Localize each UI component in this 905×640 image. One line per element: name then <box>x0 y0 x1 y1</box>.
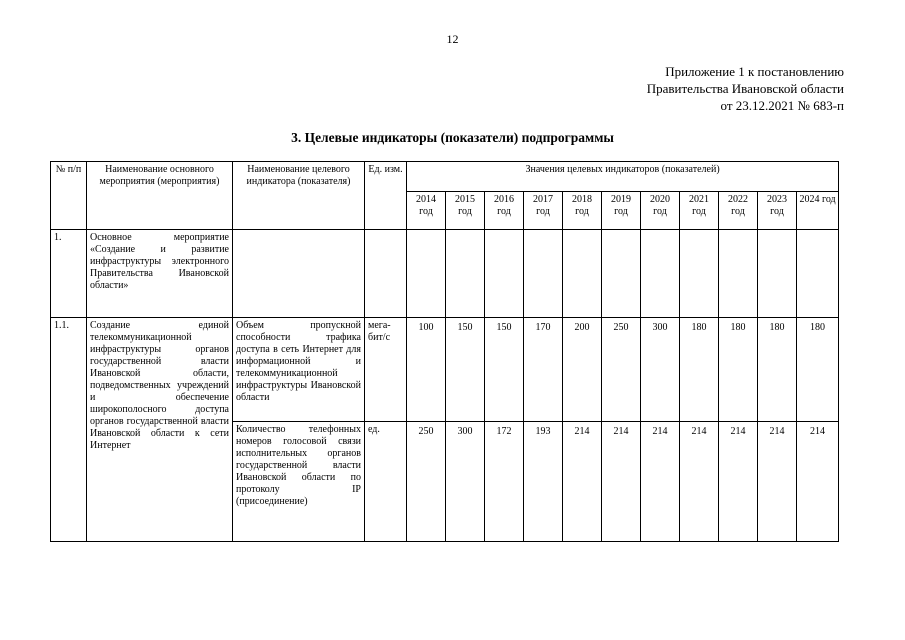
header-year: 2017 год <box>524 192 563 230</box>
activity-cell: Основное мероприятие «Создание и развитие инфраструктуры электронного Правительства Ивановской области» <box>87 230 233 318</box>
header-year: 2021 год <box>680 192 719 230</box>
value-cell: 193 <box>524 422 563 542</box>
value-cell: 150 <box>485 318 524 422</box>
value-cell: 214 <box>719 422 758 542</box>
table-row <box>51 230 839 318</box>
value-cell: 200 <box>563 318 602 422</box>
value-cell: 214 <box>758 422 797 542</box>
value-cell: 214 <box>797 422 839 542</box>
header-year: 2022 год <box>719 192 758 230</box>
value-cell: 300 <box>641 318 680 422</box>
row-num: 1.1. <box>51 318 87 542</box>
row-num: 1. <box>51 230 87 318</box>
header-year: 2023 год <box>758 192 797 230</box>
value-cell: 214 <box>563 422 602 542</box>
table-header-row <box>51 162 839 192</box>
header-num: № п/п <box>51 162 87 230</box>
section-title: 3. Целевые индикаторы (показатели) подпрограммы <box>291 130 614 145</box>
indicator-name: Количество телефонных номеров голосовой связи исполнительных органов государственной власти Ивановской области по протоколу IP (присоединение) <box>233 422 365 542</box>
indicator-unit: ед. <box>365 422 407 542</box>
value-cell: 214 <box>680 422 719 542</box>
indicator-name: Объем пропускной способности трафика доступа в сеть Интернет для информационной и телекоммуникационной инфраструктуры Ивановской области <box>233 318 365 422</box>
value-cell: 150 <box>446 318 485 422</box>
header-indicator: Наименование целевого индикатора (показателя) <box>233 162 365 230</box>
indicators-table <box>50 161 839 542</box>
header-year: 2015 год <box>446 192 485 230</box>
header-year: 2020 год <box>641 192 680 230</box>
value-cell: 214 <box>602 422 641 542</box>
table-row <box>51 318 839 422</box>
page-number: 12 <box>446 32 459 46</box>
header-year: 2016 год <box>485 192 524 230</box>
value-cell: 180 <box>797 318 839 422</box>
header-year: 2018 год <box>563 192 602 230</box>
appendix-line-2: Правительства Ивановской области <box>646 81 844 96</box>
value-cell: 180 <box>758 318 797 422</box>
appendix-line-1: Приложение 1 к постановлению <box>665 64 844 79</box>
header-unit: Ед. изм. <box>365 162 407 230</box>
value-cell: 100 <box>407 318 446 422</box>
indicator-unit: мега-бит/с <box>365 318 407 422</box>
value-cell: 250 <box>602 318 641 422</box>
header-year: 2019 год <box>602 192 641 230</box>
appendix-header <box>647 63 844 114</box>
appendix-line-3: от 23.12.2021 № 683-п <box>720 98 844 113</box>
value-cell: 180 <box>680 318 719 422</box>
activity-cell: Создание единой телекоммуникационной инфраструктуры органов государственной власти Ивановской области, подведомственных учреждений и обеспечение широкополосного доступа органов государственной власти Ивановской области к сети Интернет <box>87 318 233 542</box>
value-cell: 250 <box>407 422 446 542</box>
header-activity: Наименование основного мероприятия (мероприятия) <box>87 162 233 230</box>
value-cell: 170 <box>524 318 563 422</box>
value-cell: 300 <box>446 422 485 542</box>
value-cell: 214 <box>641 422 680 542</box>
header-year: 2024 год <box>797 192 839 230</box>
header-year: 2014 год <box>407 192 446 230</box>
value-cell: 180 <box>719 318 758 422</box>
header-values: Значения целевых индикаторов (показателей) <box>407 162 839 192</box>
value-cell: 172 <box>485 422 524 542</box>
